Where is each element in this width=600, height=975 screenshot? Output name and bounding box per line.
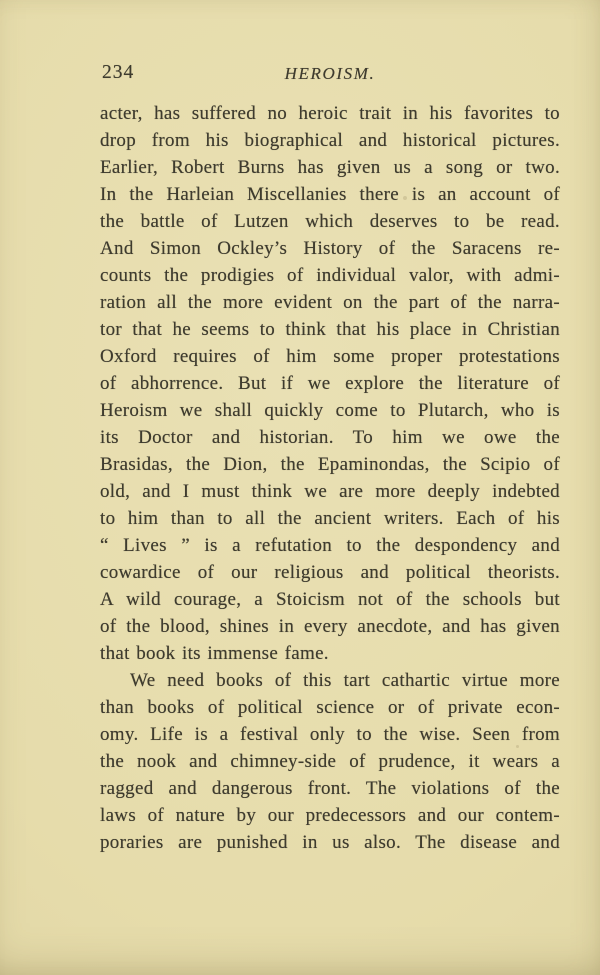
text-line: of the blood, shines in every anecdote, and has given <box>100 616 560 637</box>
text-line: tor that he seems to think that his place in Christian <box>100 319 560 340</box>
text-line: old, and I must think we are more deeply indebted <box>100 481 560 502</box>
text-line: And Simon Ockley’s History of the Saracens re- <box>100 238 560 259</box>
text-line: acter, has suffered no heroic trait in his favorites to <box>100 103 560 124</box>
page-number: 234 <box>102 62 135 83</box>
text-line: omy. Life is a festival only to the wise. Seen from <box>100 724 560 745</box>
text-line: Heroism we shall quickly come to Plutarch, who is <box>100 400 560 421</box>
text-line: Brasidas, the Dion, the Epaminondas, the Scipio of <box>100 454 560 475</box>
text-line: drop from his biographical and historical pictures. <box>100 130 560 151</box>
running-head-title: HEROISM. <box>284 64 376 83</box>
text-line: than books of political science or of private econ- <box>100 697 560 718</box>
text-line: laws of nature by our predecessors and our contem- <box>100 805 560 826</box>
text-line: A wild courage, a Stoicism not of the schools but <box>100 589 560 610</box>
text-line: that book its immense fame. <box>100 643 329 664</box>
text-line: of abhorrence. But if we explore the literature of <box>100 373 560 394</box>
text-line: ragged and dangerous front. The violations of the <box>100 778 560 799</box>
text-line: poraries are punished in us also. The disease and <box>100 832 560 853</box>
paragraph <box>100 667 560 856</box>
text-line: the battle of Lutzen which deserves to be read. <box>100 211 560 232</box>
text-line: counts the prodigies of individual valor, with admi- <box>100 265 560 286</box>
text-line: its Doctor and historian. To him we owe the <box>100 427 560 448</box>
paragraph <box>100 100 560 667</box>
text-line: to him than to all the ancient writers. Each of his <box>100 508 560 529</box>
text-block <box>100 100 560 856</box>
text-line: “ Lives ” is a refutation to the despondency and <box>100 535 560 556</box>
text-line: cowardice of our religious and political theorists. <box>100 562 560 583</box>
text-line: In the Harleian Miscellanies there is an account of <box>100 184 560 205</box>
text-line: ration all the more evident on the part of the narra- <box>100 292 560 313</box>
page-header <box>100 62 560 88</box>
text-line: the nook and chimney-side of prudence, it wears a <box>100 751 560 772</box>
text-line: Oxford requires of him some proper protestations <box>100 346 560 367</box>
text-line: Earlier, Robert Burns has given us a song or two. <box>100 157 560 178</box>
text-line: We need books of this tart cathartic virtue more <box>130 670 560 691</box>
